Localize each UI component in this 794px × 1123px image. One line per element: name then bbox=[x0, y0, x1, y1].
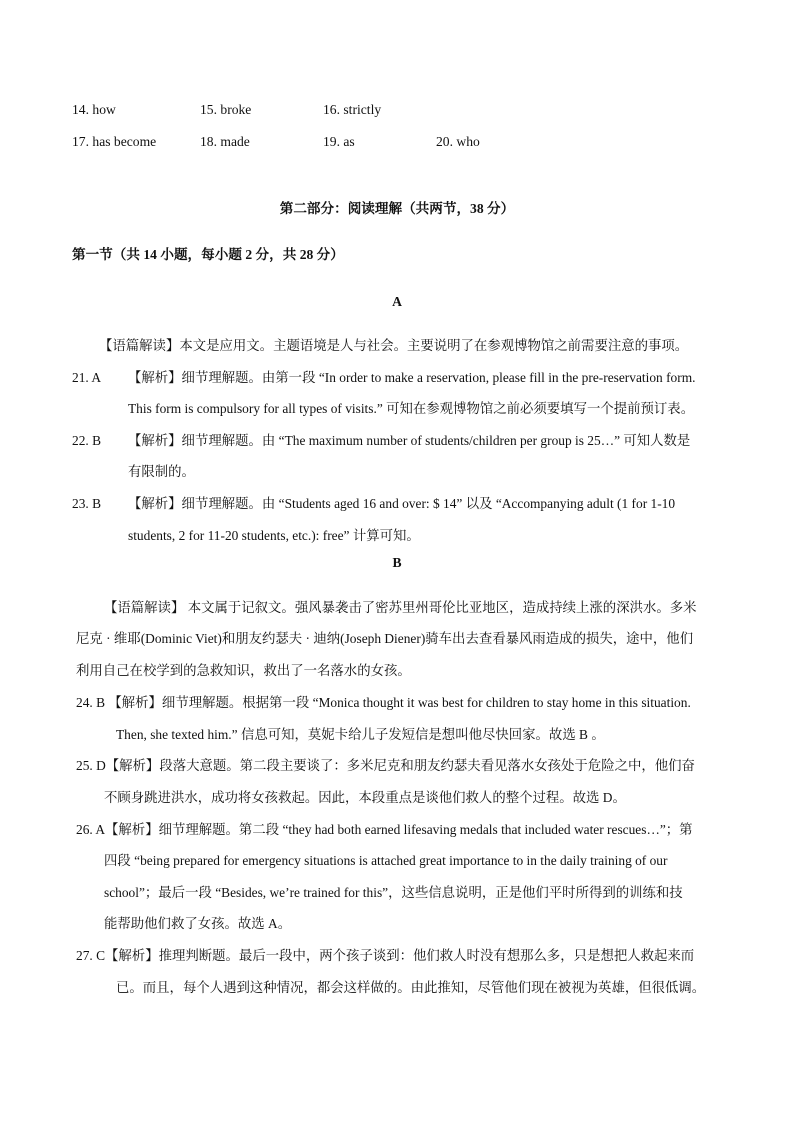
item-line: Then, she texted him.” 信息可知，莫妮卡给儿子发短信是想叫他尽快回家。故选 B 。 bbox=[116, 727, 605, 742]
passage-b-intro-line: 利用自己在校学到的急救知识，救出了一名落水的女孩。 bbox=[76, 663, 411, 678]
item-line: 不顾身跳进洪水，成功将女孩救起。因此，本段重点是谈他们救人的整个过程。故选 D。 bbox=[104, 790, 626, 805]
item-num: 23. B bbox=[72, 496, 102, 511]
answer-20: 20. who bbox=[436, 134, 480, 149]
passage-b-intro-line: 尼克 · 维耶(Dominic Viet)和朋友约瑟夫 · 迪纳(Joseph Diener)骑车出去查看暴风雨造成的损失，途中，他们 bbox=[76, 631, 694, 646]
answer-15: 15. broke bbox=[200, 102, 252, 117]
item-line: 26. A【解析】细节理解题。第二段 “they had both earned lifesaving medals that included water rescues…”；第 bbox=[76, 822, 693, 837]
item-line: 27. C【解析】推理判断题。最后一段中，两个孩子谈到：他们救人时没有想那么多，只是想把人救起来而 bbox=[76, 948, 695, 963]
item-text: students, 2 for 11-20 students, etc.): free” 计算可知。 bbox=[128, 528, 420, 543]
item-text: 【解析】细节理解题。由 “The maximum number of students/children per group is 25…” 可知人数是 bbox=[128, 433, 691, 448]
item-text: This form is compulsory for all types of visits.” 可知在参观博物馆之前必须要填写一个提前预订表。 bbox=[128, 401, 695, 416]
item-text: 有限制的。 bbox=[128, 464, 195, 479]
item-line: 25. D【解析】段落大意题。第二段主要谈了：多米尼克和朋友约瑟夫看见落水女孩处于危险之中，他们奋 bbox=[76, 758, 695, 773]
item-num: 21. A bbox=[72, 370, 102, 385]
item-num: 22. B bbox=[72, 433, 102, 448]
answer-16: 16. strictly bbox=[323, 102, 382, 117]
passage-b-letter: B bbox=[392, 555, 402, 570]
item-line: 能帮助他们救了女孩。故选 A。 bbox=[104, 916, 292, 931]
item-line: 四段 “being prepared for emergency situations is attached great importance to in the daily training of our bbox=[104, 853, 668, 868]
item-text: 【解析】细节理解题。由 “Students aged 16 and over: $ 14” 以及 “Accompanying adult (1 for 1-10 bbox=[128, 496, 676, 511]
item-line: 24. B 【解析】细节理解题。根据第一段 “Monica thought it was best for children to stay home in this situation. bbox=[76, 695, 691, 710]
answer-14: 14. how bbox=[72, 102, 116, 117]
passage-b-intro-line: 【语篇解读】 本文属于记叙文。强风暴袭击了密苏里州哥伦比亚地区，造成持续上涨的深洪水。多米 bbox=[104, 600, 697, 615]
item-line: 已。而且，每个人遇到这种情况，都会这样做的。由此推知，尽管他们现在被视为英雄，但很低调。 bbox=[116, 980, 706, 995]
answer-17: 17. has become bbox=[72, 134, 157, 149]
answer-18: 18. made bbox=[200, 134, 250, 149]
section1-title: 第一节（共 14 小题，每小题 2 分，共 28 分） bbox=[72, 247, 344, 262]
passage-a-intro: 【语篇解读】本文是应用文。主题语境是人与社会。主要说明了在参观博物馆之前需要注意的事项。 bbox=[99, 338, 689, 353]
item-line: school”；最后一段 “Besides, we’re trained for this”，这些信息说明，正是他们平时所得到的训练和技 bbox=[104, 885, 683, 900]
item-text: 【解析】细节理解题。由第一段 “In order to make a reservation, please fill in the pre-reservation form. bbox=[128, 370, 696, 385]
part2-title: 第二部分：阅读理解（共两节，38 分） bbox=[279, 201, 515, 216]
passage-a-letter: A bbox=[392, 294, 402, 309]
answer-19: 19. as bbox=[323, 134, 355, 149]
